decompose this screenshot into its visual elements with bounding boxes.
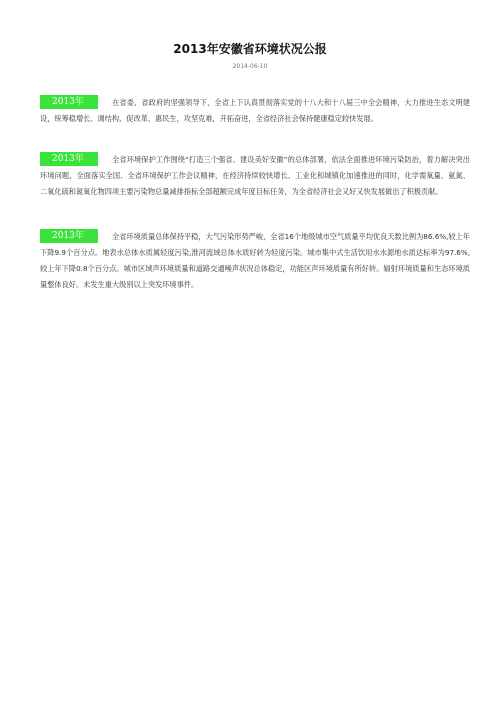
paragraph-environmental-quality [40,229,470,293]
page-title: 2013年安徽省环境状况公报 [173,42,327,56]
paragraph-overview [40,95,470,127]
year-badge: 2013年 [40,229,98,243]
paragraph-text: 在省委、省政府的坚强领导下，全省上下认真贯彻落实党的十八大和十八届三中全会精神，大力推进生态文明建设，统筹稳增长、调结构、促改革、惠民生，攻坚克难，开拓奋进，全省经济社会保持健康稳定较快发展。 [40,98,470,123]
year-badge: 2013年 [40,152,98,166]
publish-date: 2014-06-10 [232,63,268,70]
paragraph-text: 全省环境保护工作围绕“打造三个强省、建设美好安徽”的总体部署，依法全面推进环境污染防治，着力解决突出环境问题，全面落实全国、全省环境保护工作会议精神，在经济持续较快增长、工业化和城镇化加速推进的同时，化学需氧量、氨氮、二氧化硫和氮氧化物四项主要污染物总量减排指标全部超额完成年度目标任务，为全省经济社会又好又快发展做出了积极贡献。 [40,155,470,196]
year-badge: 2013年 [40,95,98,109]
paragraph-environmental-protection [40,152,470,200]
paragraph-text: 全省环境质量总体保持平稳，大气污染形势严峻，全省16个地级城市空气质量平均优良天数比例为86.6%,较上年下降9.9个百分点。地表水总体水质属轻度污染,淮河流域总体水质好转为轻度污染。城市集中式生活饮用水水源地水质达标率为97.6%,较上年下降0.8个百分点。城市区域声环境质量和道路交通噪声状况总体稳定，功能区声环境质量有所好转。辐射环境质量和生态环境质量整体良好。未发生重大级别以上突发环境事件。 [40,232,470,289]
